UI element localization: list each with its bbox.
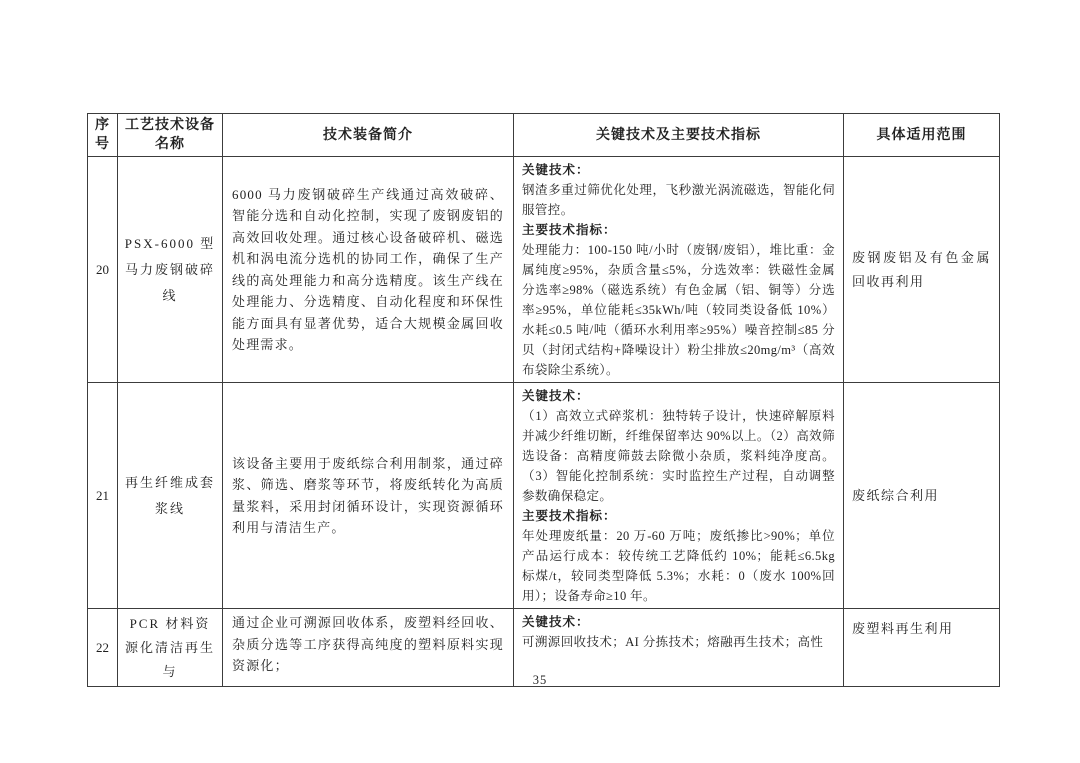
indicators-label: 主要技术指标： [522, 509, 617, 523]
row-application-scope: 废钢废铝及有色金属回收再利用 [844, 157, 1000, 383]
row-equipment-intro: 该设备主要用于废纸综合利用制浆，通过碎浆、筛选、磨浆等环节，将废纸转化为高质量浆料，采用封闭循环设计，实现资源循环利用与清洁生产。 [223, 383, 514, 609]
table-row [88, 383, 1000, 609]
row-serial-number: 22 [88, 609, 118, 687]
header-equipment-intro: 技术装备简介 [223, 114, 514, 157]
key-tech-text: 钢渣多重过筛优化处理，飞秒激光涡流磁选，智能化伺服管控。 [522, 183, 835, 217]
key-tech-label: 关键技术： [522, 163, 590, 177]
header-equipment-name: 工艺技术设备名称 [118, 114, 223, 157]
row-equipment-name: PSX-6000 型马力废钢破碎线 [118, 157, 223, 383]
key-tech-label: 关键技术： [522, 615, 590, 629]
row-equipment-name: PCR 材料资源化清洁再生与 [118, 609, 223, 687]
row-equipment-intro: 6000 马力废钢破碎生产线通过高效破碎、智能分选和自动化控制，实现了废钢废铝的高效回收处理。通过核心设备破碎机、磁选机和涡电流分选机的协同工作，确保了生产线的高处理能力和高分选精度。该生产线在处理能力、分选精度、自动化程度和环保性能方面具有显著优势，适合大规模金属回收处理需求。 [223, 157, 514, 383]
header-serial-number: 序号 [88, 114, 118, 157]
page-number: 35 [532, 673, 548, 687]
equipment-table [87, 113, 1000, 687]
row-serial-number: 21 [88, 383, 118, 609]
row-key-tech [514, 383, 844, 609]
indicators-label: 主要技术指标： [522, 223, 617, 237]
table-header-row [88, 114, 1000, 157]
header-key-tech: 关键技术及主要技术指标 [514, 114, 844, 157]
indicators-text: 年处理废纸量：20 万-60 万吨；废纸掺比>90%；单位产品运行成本：较传统工艺降低约 10%；能耗≤6.5kg 标煤/t，较同类型降低 5.3%；水耗：0（废水 100%回用）；设备寿命≥10 年。 [522, 529, 835, 603]
key-tech-label: 关键技术： [522, 389, 590, 403]
row-equipment-name: 再生纤维成套浆线 [118, 383, 223, 609]
indicators-text: 处理能力：100-150 吨/小时（废钢/废铝），堆比重：金属纯度≥95%，杂质含量≤5%，分选效率：铁磁性金属分选率≥98%（磁选系统）有色金属（铝、铜等）分选率≥95%，单位能耗≤35kWh/吨（较同类设备低 10%）水耗≤0.5 吨/吨（循环水利用率≥95%）噪音控制≤85 分贝（封闭式结构+降噪设计）粉尘排放≤20mg/m³（高效布袋除尘系统）。 [522, 243, 835, 377]
table-row [88, 157, 1000, 383]
key-tech-text: 可溯源回收技术；AI 分拣技术；熔融再生技术；高性 [522, 635, 824, 649]
row-serial-number: 20 [88, 157, 118, 383]
header-application-scope: 具体适用范围 [844, 114, 1000, 157]
row-equipment-intro: 通过企业可溯源回收体系，废塑料经回收、杂质分选等工序获得高纯度的塑料原料实现资源化； [223, 609, 514, 687]
row-application-scope: 废塑料再生利用 [844, 609, 1000, 687]
row-key-tech [514, 157, 844, 383]
row-application-scope: 废纸综合利用 [844, 383, 1000, 609]
key-tech-text: （1）高效立式碎浆机：独特转子设计，快速碎解原料并减少纤维切断，纤维保留率达 90%以上。（2）高效筛选设备：高精度筛鼓去除微小杂质，浆料纯净度高。（3）智能化控制系统：实时监控生产过程，自动调整参数确保稳定。 [522, 409, 835, 503]
